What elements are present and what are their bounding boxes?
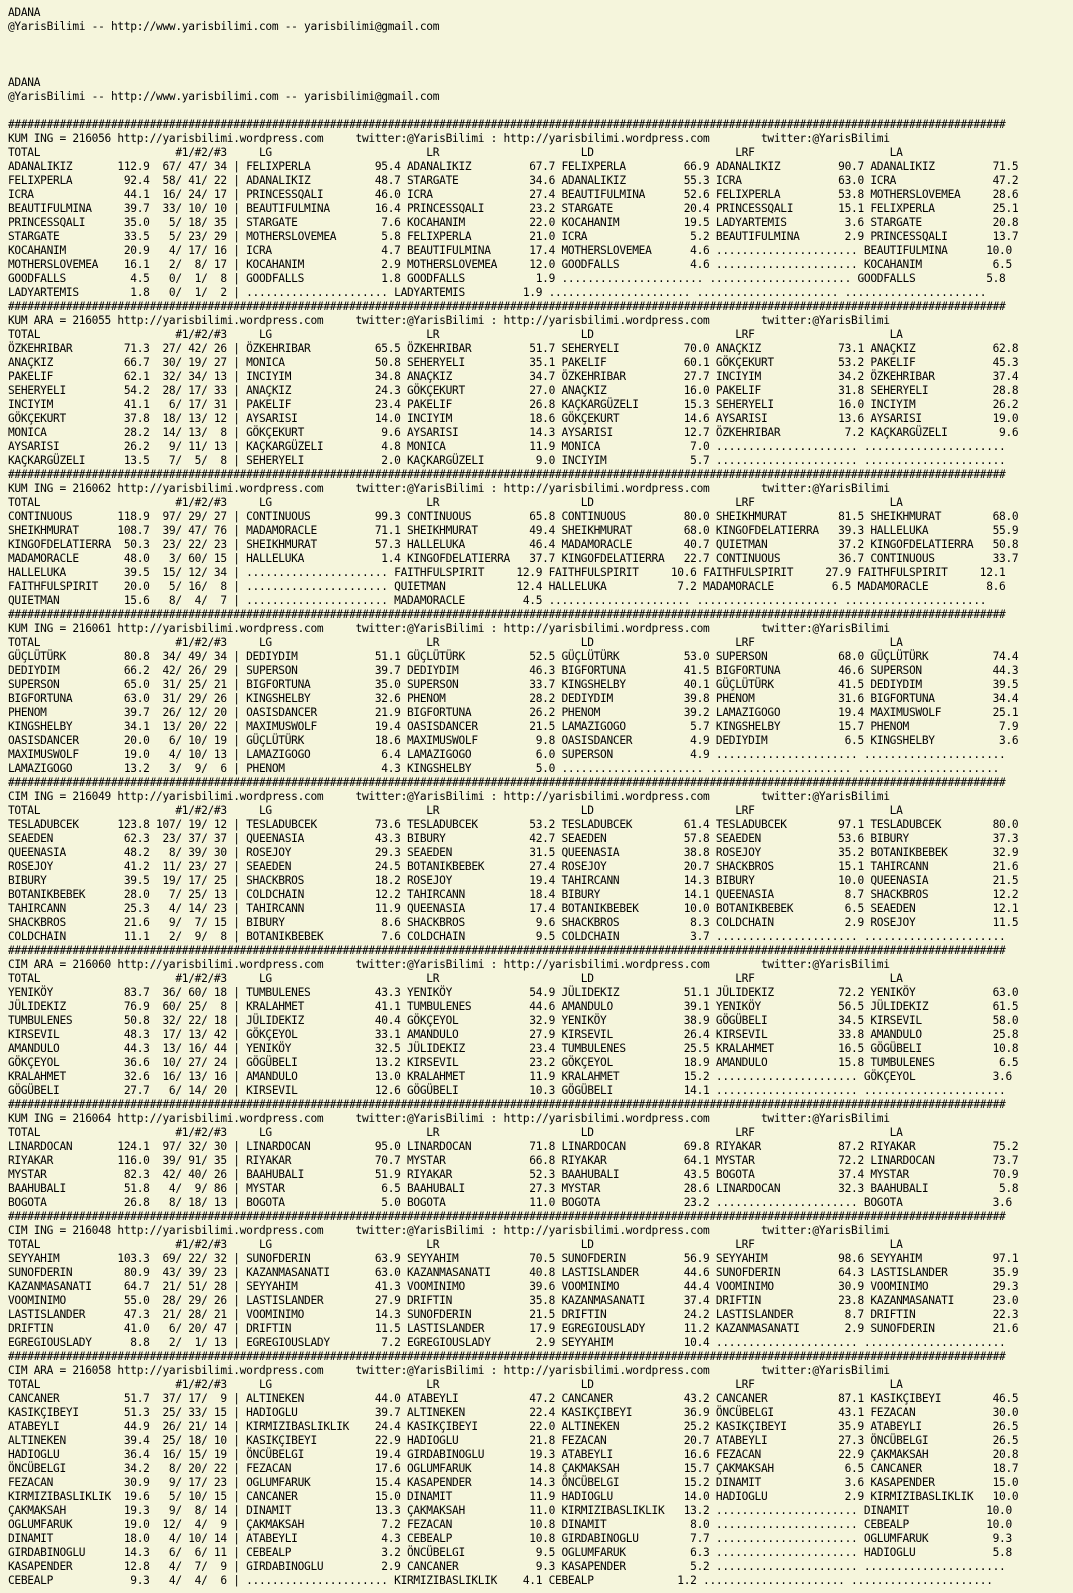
text-line: ICRA 44.1 16/ 24/ 17 | PRINCESSQALI 46.0 ICRA 27.4 BEAUTIFULMINA 52.6 FELIXPERLA 53.8 MOTHERSLOVEMEA 28.6 <box>8 188 1019 201</box>
text-line: ADANALIKIZ 112.9 67/ 47/ 34 | FELIXPERLA 95.4 ADANALIKIZ 67.7 FELIXPERLA 66.9 ADANALIKIZ 90.7 ADANALIKIZ 71.5 <box>8 160 1019 173</box>
text-line: FAITHFULSPIRIT 20.0 5/ 16/ 8 | ...................... QUIETMAN 12.4 HALLELUKA 7.2 MADAMORACLE 6.5 MADAMORACLE 8.6 <box>8 580 1006 593</box>
text-line: DINAMIT 18.0 4/ 10/ 14 | ATABEYLI 4.3 CEBEALP 10.8 GIRDABINOGLU 7.7 ...................... OGLUMFARUK 9.3 <box>8 1532 1012 1545</box>
text-line: YENIKÖY 83.7 36/ 60/ 18 | TUMBULENES 43.3 YENIKÖY 54.9 JÜLIDEKIZ 51.1 JÜLIDEKIZ 72.2 YENIKÖY 63.0 <box>8 986 1019 999</box>
text-line: KAÇKARGÜZELI 13.5 7/ 5/ 8 | SEHERYELI 2.0 KAÇKARGÜZELI 9.0 INCIYIM 5.7 ...................... ...................... <box>8 454 1006 467</box>
separator-line: ########################################################################################################################################################### <box>8 1350 1006 1363</box>
text-line: MYSTAR 82.3 42/ 40/ 26 | BAAHUBALI 51.9 RIYAKAR 52.3 BAAHUBALI 43.5 BOGOTA 37.4 MYSTAR 70.9 <box>8 1168 1019 1181</box>
text-line: TESLADUBCEK 123.8 107/ 19/ 12 | TESLADUBCEK 73.6 TESLADUBCEK 53.2 TESLADUBCEK 61.4 TESLADUBCEK 97.1 TESLADUBCEK 80.0 <box>8 818 1019 831</box>
text-line: LASTISLANDER 47.3 21/ 28/ 21 | VOOMINIMO 14.3 SUNOFDERIN 21.5 DRIFTIN 24.2 LASTISLANDER 8.7 DRIFTIN 22.3 <box>8 1308 1019 1321</box>
text-line: GÖGÜBELI 27.7 6/ 14/ 20 | KIRSEVIL 12.6 GÖGÜBELI 10.3 GÖGÜBELI 14.1 ...................... ...................... <box>8 1084 1006 1097</box>
text-line: KAZANMASANATI 64.7 21/ 51/ 28 | SEYYAHIM 41.3 VOOMINIMO 39.6 VOOMINIMO 44.4 VOOMINIMO 30.9 VOOMINIMO 29.3 <box>8 1280 1019 1293</box>
text-line: HALLELUKA 39.5 15/ 12/ 34 | ...................... FAITHFULSPIRIT 12.9 FAITHFULSPIRIT 10.6 FAITHFULSPIRIT 27.9 FAITHFULSPIRIT 12.1 <box>8 566 1006 579</box>
text-line[interactable]: KUM ING = 216061 http://yarisbilimi.wordpress.com twitter:@YarisBilimi : http://yarisbilimi.wordpress.com twitter:@YarisBilimi <box>8 622 890 635</box>
text-line[interactable]: CIM ARA = 216058 http://yarisbilimi.wordpress.com twitter:@YarisBilimi : http://yarisbilimi.wordpress.com twitter:@YarisBilimi <box>8 1364 890 1377</box>
text-line[interactable]: KUM ING = 216064 http://yarisbilimi.wordpress.com twitter:@YarisBilimi : http://yarisbilimi.wordpress.com twitter:@YarisBilimi <box>8 1112 890 1125</box>
separator-line: ########################################################################################################################################################### <box>8 300 1006 313</box>
text-line: KRALAHMET 32.6 16/ 13/ 16 | AMANDULO 13.0 KRALAHMET 11.9 KRALAHMET 15.2 ...................... GÖKÇEYOL 3.6 <box>8 1070 1012 1083</box>
text-line: STARGATE 33.5 5/ 23/ 29 | MOTHERSLOVEMEA 5.8 FELIXPERLA 21.0 ICRA 5.2 BEAUTIFULMINA 2.9 PRINCESSQALI 13.7 <box>8 230 1019 243</box>
text-line: DRIFTIN 41.0 6/ 20/ 47 | DRIFTIN 11.5 LASTISLANDER 17.9 EGREGIOUSLADY 11.2 KAZANMASANATI 2.9 SUNOFDERIN 21.6 <box>8 1322 1019 1335</box>
text-line <box>8 104 1073 118</box>
separator-line: ########################################################################################################################################################### <box>8 468 1006 481</box>
text-line: ÖZKEHRIBAR 71.3 27/ 42/ 26 | ÖZKEHRIBAR 65.5 ÖZKEHRIBAR 51.7 SEHERYELI 70.0 ANAÇKIZ 73.1 ANAÇKIZ 62.8 <box>8 342 1019 355</box>
text-line: LADYARTEMIS 1.8 0/ 1/ 2 | ...................... LADYARTEMIS 1.9 ...................... ...................... ...................... <box>8 286 987 299</box>
text-line: LAMAZIGOGO 13.2 3/ 9/ 6 | PHENOM 4.3 KINGSHELBY 5.0 ...................... ...................... ...................... <box>8 762 1000 775</box>
text-line: SUNOFDERIN 80.9 43/ 39/ 23 | KAZANMASANATI 63.0 KAZANMASANATI 40.8 LASTISLANDER 44.6 SUNOFDERIN 64.3 LASTISLANDER 35.9 <box>8 1266 1019 1279</box>
text-line: KIRSEVIL 48.3 17/ 13/ 42 | GÖKÇEYOL 33.1 AMANDULO 27.9 KIRSEVIL 26.4 KIRSEVIL 33.8 AMANDULO 25.8 <box>8 1028 1019 1041</box>
text-line: KINGOFDELATIERRA 50.3 23/ 22/ 23 | SHEIKHMURAT 57.3 HALLELUKA 46.4 MADAMORACLE 40.7 QUIETMAN 37.2 KINGOFDELATIERRA 50.8 <box>8 538 1019 551</box>
text-line[interactable]: @YarisBilimi -- http://www.yarisbilimi.com -- yarisbilimi@gmail.com <box>8 20 440 33</box>
text-line: BOGOTA 26.8 8/ 18/ 13 | BOGOTA 5.0 BOGOTA 11.0 BOGOTA 23.2 ...................... BOGOTA 3.6 <box>8 1196 1012 1209</box>
column-header-line: TOTAL #1/#2/#3 LG LR LD LRF LA <box>8 636 903 649</box>
text-line: SHACKBROS 21.6 9/ 7/ 15 | BIBURY 8.6 SHACKBROS 9.6 SHACKBROS 8.3 COLDCHAIN 2.9 ROSEJOY 11.5 <box>8 916 1019 929</box>
text-line: JÜLIDEKIZ 76.9 60/ 25/ 8 | KRALAHMET 41.1 TUMBULENES 44.6 AMANDULO 39.1 YENIKÖY 56.5 JÜLIDEKIZ 61.5 <box>8 1000 1019 1013</box>
text-line: AYSARISI 26.2 9/ 11/ 13 | KAÇKARGÜZELI 4.8 MONICA 11.9 MONICA 7.0 ...................... ...................... <box>8 440 1006 453</box>
text-line: SEAEDEN 62.3 23/ 37/ 37 | QUEENASIA 43.3 BIBURY 42.7 SEAEDEN 57.8 SEAEDEN 53.6 BIBURY 37.3 <box>8 832 1019 845</box>
text-line[interactable]: CIM ARA = 216060 http://yarisbilimi.wordpress.com twitter:@YarisBilimi : http://yarisbilimi.wordpress.com twitter:@YarisBilimi <box>8 958 890 971</box>
text-line[interactable]: KUM ARA = 216055 http://yarisbilimi.wordpress.com twitter:@YarisBilimi : http://yarisbilimi.wordpress.com twitter:@YarisBilimi <box>8 314 890 327</box>
text-line: QUEENASIA 48.2 8/ 39/ 30 | ROSEJOY 29.3 SEAEDEN 31.5 QUEENASIA 38.8 ROSEJOY 35.2 BOTANIKBEBEK 32.9 <box>8 846 1019 859</box>
text-line: EGREGIOUSLADY 8.8 2/ 1/ 13 | EGREGIOUSLADY 7.2 EGREGIOUSLADY 2.9 SEYYAHIM 10.4 ...................... ...................... <box>8 1336 1006 1349</box>
text-line: BIGFORTUNA 63.0 31/ 29/ 26 | KINGSHELBY 32.6 PHENOM 28.2 DEDIYDIM 39.8 PHENOM 31.6 BIGFORTUNA 34.4 <box>8 692 1019 705</box>
text-line: ROSEJOY 41.2 11/ 23/ 27 | SEAEDEN 24.5 BOTANIKBEBEK 27.4 ROSEJOY 20.7 SHACKBROS 15.1 TAHIRCANN 21.6 <box>8 860 1019 873</box>
separator-line: ########################################################################################################################################################### <box>8 118 1006 131</box>
text-line <box>8 62 1073 76</box>
text-line: CONTINUOUS 118.9 97/ 29/ 27 | CONTINUOUS 99.3 CONTINUOUS 65.8 CONTINUOUS 80.0 SHEIKHMURAT 81.5 SHEIKHMURAT 68.0 <box>8 510 1019 523</box>
text-line: ANAÇKIZ 66.7 30/ 19/ 27 | MONICA 50.8 SEHERYELI 35.1 PAKELIF 60.1 GÖKÇEKURT 53.2 PAKELIF 45.3 <box>8 356 1019 369</box>
text-line: MADAMORACLE 48.0 3/ 60/ 15 | HALLELUKA 1.4 KINGOFDELATIERRA 37.7 KINGOFDELATIERRA 22.7 CONTINUOUS 36.7 CONTINUOUS 33.7 <box>8 552 1019 565</box>
column-header-line: TOTAL #1/#2/#3 LG LR LD LRF LA <box>8 972 903 985</box>
text-line: PAKELIF 62.1 32/ 34/ 13 | INCIYIM 34.8 ANAÇKIZ 34.7 ÖZKEHRIBAR 27.7 INCIYIM 34.2 ÖZKEHRIBAR 37.4 <box>8 370 1019 383</box>
text-line: BIBURY 39.5 19/ 17/ 25 | SHACKBROS 18.2 ROSEJOY 19.4 TAHIRCANN 14.3 BIBURY 10.0 QUEENASIA 21.5 <box>8 874 1019 887</box>
text-line[interactable]: CIM ING = 216048 http://yarisbilimi.wordpress.com twitter:@YarisBilimi : http://yarisbilimi.wordpress.com twitter:@YarisBilimi <box>8 1224 890 1237</box>
text-line: COLDCHAIN 11.1 2/ 9/ 8 | BOTANIKBEBEK 7.6 COLDCHAIN 9.5 COLDCHAIN 3.7 ...................... ...................... <box>8 930 1006 943</box>
text-line: TAHIRCANN 25.3 4/ 14/ 23 | TAHIRCANN 11.9 QUEENASIA 17.4 BOTANIKBEBEK 10.0 BOTANIKBEBEK 6.5 SEAEDEN 12.1 <box>8 902 1019 915</box>
text-line: KOCAHANIM 20.9 4/ 17/ 16 | ICRA 4.7 BEAUTIFULMINA 17.4 MOTHERSLOVEMEA 4.6 ...................... BEAUTIFULMINA 10.0 <box>8 244 1012 257</box>
text-line: GIRDABINOGLU 14.3 6/ 6/ 11 | CEBEALP 3.2 ÖNCÜBELGI 9.5 OGLUMFARUK 6.3 ...................... HADIOGLU 5.8 <box>8 1546 1012 1559</box>
text-line: ADANA <box>8 76 41 89</box>
column-header-line: TOTAL #1/#2/#3 LG LR LD LRF LA <box>8 496 903 509</box>
text-line: SHEIKHMURAT 108.7 39/ 47/ 76 | MADAMORACLE 71.1 SHEIKHMURAT 49.4 SHEIKHMURAT 68.0 KINGOFDELATIERRA 39.3 HALLELUKA 55.9 <box>8 524 1019 537</box>
text-line: KINGSHELBY 34.1 13/ 20/ 22 | MAXIMUSWOLF 19.4 OASISDANCER 21.5 LAMAZIGOGO 5.7 KINGSHELBY 15.7 PHENOM 7.9 <box>8 720 1019 733</box>
text-line: MAXIMUSWOLF 19.0 4/ 10/ 13 | LAMAZIGOGO 6.4 LAMAZIGOGO 6.0 SUPERSON 4.9 ...................... ...................... <box>8 748 1006 761</box>
text-line[interactable]: KUM ING = 216062 http://yarisbilimi.wordpress.com twitter:@YarisBilimi : http://yarisbilimi.wordpress.com twitter:@YarisBilimi <box>8 482 890 495</box>
text-line: RIYAKAR 116.0 39/ 91/ 35 | RIYAKAR 70.7 MYSTAR 66.8 RIYAKAR 64.1 MYSTAR 72.2 LINARDOCAN 73.7 <box>8 1154 1019 1167</box>
text-line: ALTINEKEN 39.4 25/ 18/ 10 | KASIKÇIBEYI 22.9 HADIOGLU 21.8 FEZACAN 20.7 ATABEYLI 27.3 ÖNCÜBELGI 26.5 <box>8 1434 1019 1447</box>
column-header-line: TOTAL #1/#2/#3 LG LR LD LRF LA <box>8 804 903 817</box>
text-line: LINARDOCAN 124.1 97/ 32/ 30 | LINARDOCAN 95.0 LINARDOCAN 71.8 LINARDOCAN 69.8 RIYAKAR 87.2 RIYAKAR 75.2 <box>8 1140 1019 1153</box>
text-line: OGLUMFARUK 19.0 12/ 4/ 9 | ÇAKMAKSAH 7.2 FEZACAN 10.8 DINAMIT 8.0 ...................... CEBEALP 10.0 <box>8 1518 1012 1531</box>
text-line <box>8 34 1073 48</box>
text-line: SUPERSON 65.0 31/ 25/ 21 | BIGFORTUNA 35.0 SUPERSON 33.7 KINGSHELBY 40.1 GÜÇLÜTÜRK 41.5 DEDIYDIM 39.5 <box>8 678 1019 691</box>
separator-line: ########################################################################################################################################################### <box>8 776 1006 789</box>
text-line: INCIYIM 41.1 6/ 17/ 31 | PAKELIF 23.4 PAKELIF 26.8 KAÇKARGÜZELI 15.3 SEHERYELI 16.0 INCIYIM 26.2 <box>8 398 1019 411</box>
text-line: HADIOGLU 36.4 16/ 15/ 19 | ÖNCÜBELGI 19.4 GIRDABINOGLU 19.3 ATABEYLI 16.6 FEZACAN 22.9 ÇAKMAKSAH 20.8 <box>8 1448 1019 1461</box>
text-line: ADANA <box>8 6 41 19</box>
text-line: PHENOM 39.7 26/ 12/ 20 | OASISDANCER 21.9 BIGFORTUNA 26.2 PHENOM 39.2 LAMAZIGOGO 19.4 MAXIMUSWOLF 25.1 <box>8 706 1019 719</box>
text-line: CEBEALP 9.3 4/ 4/ 6 | ...................... KIRMIZIBASLIKLIK 4.1 CEBEALP 1.2 ...................... ...................... <box>8 1574 993 1587</box>
text-line: KIRMIZIBASLIKLIK 19.6 5/ 10/ 15 | CANCANER 15.0 DINAMIT 11.9 HADIOGLU 14.0 HADIOGLU 2.9 KIRMIZIBASLIKLIK 10.0 <box>8 1490 1019 1503</box>
text-line: DEDIYDIM 66.2 42/ 26/ 29 | SUPERSON 39.7 DEDIYDIM 46.3 BIGFORTUNA 41.5 BIGFORTUNA 46.6 SUPERSON 44.3 <box>8 664 1019 677</box>
text-line <box>8 48 1073 62</box>
separator-line: ########################################################################################################################################################### <box>8 944 1006 957</box>
text-line: GÖKÇEKURT 37.8 18/ 13/ 12 | AYSARISI 14.0 INCIYIM 18.6 GÖKÇEKURT 14.6 AYSARISI 13.6 AYSARISI 19.0 <box>8 412 1019 425</box>
text-line: BOTANIKBEBEK 28.0 7/ 25/ 13 | COLDCHAIN 12.2 TAHIRCANN 18.4 BIBURY 14.1 QUEENASIA 8.7 SHACKBROS 12.2 <box>8 888 1019 901</box>
text-line: PRINCESSQALI 35.0 5/ 18/ 35 | STARGATE 7.6 KOCAHANIM 22.0 KOCAHANIM 19.5 LADYARTEMIS 3.6 STARGATE 20.8 <box>8 216 1019 229</box>
text-line: SEYYAHIM 103.3 69/ 22/ 32 | SUNOFDERIN 63.9 SEYYAHIM 70.5 SUNOFDERIN 56.9 SEYYAHIM 98.6 SEYYAHIM 97.1 <box>8 1252 1019 1265</box>
column-header-line: TOTAL #1/#2/#3 LG LR LD LRF LA <box>8 1238 903 1251</box>
separator-line: ########################################################################################################################################################### <box>8 1210 1006 1223</box>
text-line: KASIKÇIBEYI 51.3 25/ 33/ 15 | HADIOGLU 39.7 ALTINEKEN 22.4 KASIKÇIBEYI 36.9 ÖNCÜBELGI 43.1 FEZACAN 30.0 <box>8 1406 1019 1419</box>
column-header-line: TOTAL #1/#2/#3 LG LR LD LRF LA <box>8 328 903 341</box>
text-line: ATABEYLI 44.9 26/ 21/ 14 | KIRMIZIBASLIKLIK 24.4 KASIKÇIBEYI 22.0 ALTINEKEN 25.2 KASIKÇIBEYI 35.9 ATABEYLI 26.5 <box>8 1420 1019 1433</box>
text-line: MOTHERSLOVEMEA 16.1 2/ 8/ 17 | KOCAHANIM 2.9 MOTHERSLOVEMEA 12.0 GOODFALLS 4.6 ...................... KOCAHANIM 6.5 <box>8 258 1012 271</box>
text-line[interactable]: KUM ING = 216056 http://yarisbilimi.wordpress.com twitter:@YarisBilimi : http://yarisbilimi.wordpress.com twitter:@YarisBilimi <box>8 132 890 145</box>
text-line: GOODFALLS 4.5 0/ 1/ 8 | GOODFALLS 1.8 GOODFALLS 1.9 ...................... ...................... GOODFALLS 5.8 <box>8 272 1006 285</box>
text-line[interactable]: CIM ING = 216049 http://yarisbilimi.wordpress.com twitter:@YarisBilimi : http://yarisbilimi.wordpress.com twitter:@YarisBilimi <box>8 790 890 803</box>
text-line: TUMBULENES 50.8 32/ 22/ 18 | JÜLIDEKIZ 40.4 GÖKÇEYOL 32.9 YENIKÖY 38.9 GÖGÜBELI 34.5 KIRSEVIL 58.0 <box>8 1014 1019 1027</box>
text-line[interactable]: @YarisBilimi -- http://www.yarisbilimi.com -- yarisbilimi@gmail.com <box>8 90 440 103</box>
text-line: ÖNCÜBELGI 34.2 8/ 20/ 22 | FEZACAN 17.6 OGLUMFARUK 14.8 ÇAKMAKSAH 15.7 ÇAKMAKSAH 6.5 CANCANER 18.7 <box>8 1462 1019 1475</box>
text-line: BEAUTIFULMINA 39.7 33/ 10/ 10 | BEAUTIFULMINA 16.4 PRINCESSQALI 23.2 STARGATE 20.4 PRINCESSQALI 15.1 FELIXPERLA 25.1 <box>8 202 1019 215</box>
column-header-line: TOTAL #1/#2/#3 LG LR LD LRF LA <box>8 146 903 159</box>
text-line: AMANDULO 44.3 13/ 16/ 44 | YENIKÖY 32.5 JÜLIDEKIZ 23.4 TUMBULENES 25.5 KRALAHMET 16.5 GÖGÜBELI 10.8 <box>8 1042 1019 1055</box>
text-line: BAAHUBALI 51.8 4/ 9/ 86 | MYSTAR 6.5 BAAHUBALI 27.3 MYSTAR 28.6 LINARDOCAN 32.3 BAAHUBALI 5.8 <box>8 1182 1019 1195</box>
text-line: FELIXPERLA 92.4 58/ 41/ 22 | ADANALIKIZ 48.7 STARGATE 34.6 ADANALIKIZ 55.3 ICRA 63.0 ICRA 47.2 <box>8 174 1019 187</box>
text-line: FEZACAN 30.9 9/ 17/ 23 | OGLUMFARUK 15.4 KASAPENDER 14.3 ÖNCÜBELGI 15.2 DINAMIT 3.6 KASAPENDER 15.0 <box>8 1476 1019 1489</box>
column-header-line: TOTAL #1/#2/#3 LG LR LD LRF LA <box>8 1378 903 1391</box>
text-line: OASISDANCER 20.0 6/ 10/ 19 | GÜÇLÜTÜRK 18.6 MAXIMUSWOLF 9.8 OASISDANCER 4.9 DEDIYDIM 6.5 KINGSHELBY 3.6 <box>8 734 1019 747</box>
text-line: ÇAKMAKSAH 19.3 9/ 8/ 14 | DINAMIT 13.3 ÇAKMAKSAH 11.0 KIRMIZIBASLIKLIK 13.2 ...................... DINAMIT 10.0 <box>8 1504 1012 1517</box>
text-line: KASAPENDER 12.8 4/ 7/ 9 | GIRDABINOGLU 2.9 CANCANER 9.3 KASAPENDER 5.2 ...................... ...................... <box>8 1560 1006 1573</box>
text-line: VOOMINIMO 55.0 28/ 29/ 26 | LASTISLANDER 27.9 DRIFTIN 35.8 KAZANMASANATI 37.4 DRIFTIN 23.8 KAZANMASANATI 23.0 <box>8 1294 1019 1307</box>
column-header-line: TOTAL #1/#2/#3 LG LR LD LRF LA <box>8 1126 903 1139</box>
text-line: CANCANER 51.7 37/ 17/ 9 | ALTINEKEN 44.0 ATABEYLI 47.2 CANCANER 43.2 CANCANER 87.1 KASIKÇIBEYI 46.5 <box>8 1392 1019 1405</box>
separator-line: ########################################################################################################################################################### <box>8 1098 1006 1111</box>
text-line: GÜÇLÜTÜRK 80.8 34/ 49/ 34 | DEDIYDIM 51.1 GÜÇLÜTÜRK 52.5 GÜÇLÜTÜRK 53.0 SUPERSON 68.0 GÜÇLÜTÜRK 74.4 <box>8 650 1019 663</box>
text-line: MONICA 28.2 14/ 13/ 8 | GÖKÇEKURT 9.6 AYSARISI 14.3 AYSARISI 12.7 ÖZKEHRIBAR 7.2 KAÇKARGÜZELI 9.6 <box>8 426 1019 439</box>
text-line: GÖKÇEYOL 36.6 10/ 27/ 24 | GÖGÜBELI 13.2 KIRSEVIL 23.2 GÖKÇEYOL 18.9 AMANDULO 15.8 TUMBULENES 6.5 <box>8 1056 1019 1069</box>
separator-line: ########################################################################################################################################################### <box>8 608 1006 621</box>
text-line: SEHERYELI 54.2 28/ 17/ 33 | ANAÇKIZ 24.3 GÖKÇEKURT 27.0 ANAÇKIZ 16.0 PAKELIF 31.8 SEHERYELI 28.8 <box>8 384 1019 397</box>
text-line: QUIETMAN 15.6 8/ 4/ 7 | ...................... MADAMORACLE 4.5 ...................... ...................... ...................... <box>8 594 987 607</box>
